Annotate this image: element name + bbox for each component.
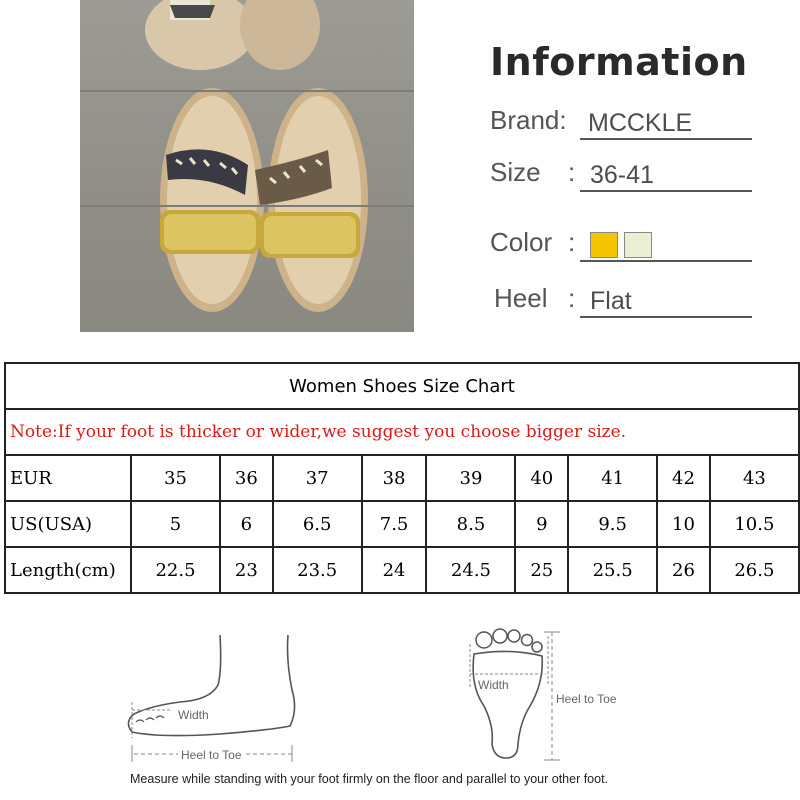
- table-cell: 39: [426, 455, 515, 501]
- sole-width-label: Width: [478, 678, 509, 692]
- table-cell: 23: [220, 547, 273, 593]
- heel-row: [490, 278, 752, 318]
- table-cell: 38: [362, 455, 427, 501]
- table-cell: 6: [220, 501, 273, 547]
- table-cell: 36: [220, 455, 273, 501]
- table-cell: 37: [273, 455, 362, 501]
- heel-underline: [580, 316, 752, 318]
- size-row-eur: [5, 455, 799, 501]
- table-cell: 9.5: [568, 501, 657, 547]
- heel-value: Flat: [590, 287, 632, 315]
- brand-underline: [580, 138, 752, 140]
- table-cell: 24.5: [426, 547, 515, 593]
- row-header: Length(cm): [5, 547, 131, 593]
- size-chart-table: [4, 362, 800, 594]
- row-header: US(USA): [5, 501, 131, 547]
- size-row: [490, 152, 752, 192]
- size-chart-title: Women Shoes Size Chart: [5, 363, 799, 409]
- side-length-label: Heel to Toe: [178, 748, 245, 762]
- table-cell: 42: [657, 455, 710, 501]
- heel-label: Heel: [494, 283, 548, 313]
- row-header: EUR: [5, 455, 131, 501]
- heel-separator: :: [568, 283, 576, 313]
- table-cell: 35: [131, 455, 220, 501]
- info-title: Information: [490, 40, 748, 84]
- color-underline: [580, 260, 752, 262]
- measure-instructions: Measure while standing with your foot firmly on the floor and parallel to your other foot.: [130, 772, 609, 786]
- brand-value: MCCKLE: [588, 109, 693, 137]
- foot-sole-diagram: [460, 626, 640, 766]
- size-underline: [580, 190, 752, 192]
- table-cell: 6.5: [273, 501, 362, 547]
- foot-side-diagram: [120, 630, 310, 770]
- table-cell: 23.5: [273, 547, 362, 593]
- size-row-us: [5, 501, 799, 547]
- size-chart-title-row: [5, 363, 799, 409]
- table-cell: 40: [515, 455, 568, 501]
- size-label: Size: [490, 157, 541, 187]
- size-chart-note-row: [5, 409, 799, 455]
- table-cell: 43: [710, 455, 799, 501]
- color-separator: :: [568, 227, 576, 257]
- table-cell: 24: [362, 547, 427, 593]
- color-swatch-cream[interactable]: [624, 232, 652, 258]
- color-swatch-yellow[interactable]: [590, 232, 618, 258]
- table-cell: 10: [657, 501, 710, 547]
- brand-label: Brand:: [490, 105, 567, 135]
- table-cell: 9: [515, 501, 568, 547]
- table-cell: 10.5: [710, 501, 799, 547]
- table-cell: 26: [657, 547, 710, 593]
- table-cell: 25: [515, 547, 568, 593]
- table-cell: 26.5: [710, 547, 799, 593]
- floor-tile-seam: [80, 205, 414, 207]
- table-cell: 22.5: [131, 547, 220, 593]
- side-width-label: Width: [178, 708, 209, 722]
- table-cell: 41: [568, 455, 657, 501]
- color-label: Color: [490, 227, 553, 257]
- size-row-length: [5, 547, 799, 593]
- product-photo: [80, 0, 414, 332]
- table-cell: 5: [131, 501, 220, 547]
- table-cell: 25.5: [568, 547, 657, 593]
- color-row: [490, 222, 752, 262]
- table-cell: 7.5: [362, 501, 427, 547]
- size-separator: :: [568, 157, 576, 187]
- brand-row: [490, 100, 752, 140]
- table-cell: 8.5: [426, 501, 515, 547]
- sole-length-label: Heel to Toe: [556, 692, 617, 706]
- sandals-illustration: [80, 0, 414, 332]
- size-chart-note: Note:If your foot is thicker or wider,we suggest you choose bigger size.: [5, 409, 799, 455]
- floor-tile-seam: [80, 90, 414, 92]
- size-value: 36-41: [590, 161, 654, 189]
